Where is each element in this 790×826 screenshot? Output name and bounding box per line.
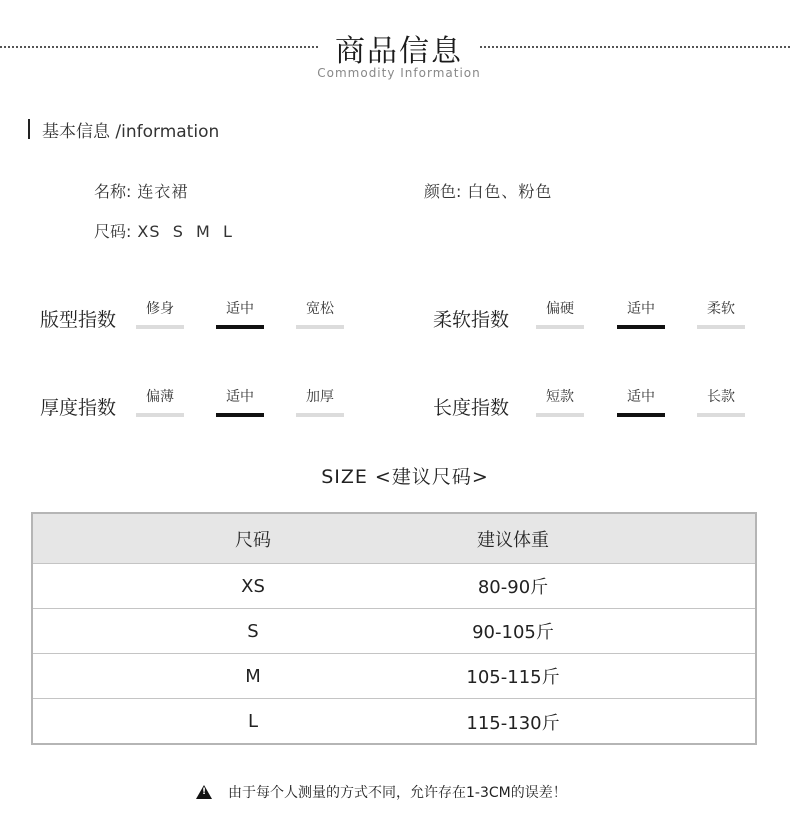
size-table-header xyxy=(33,514,755,564)
size-cell: S xyxy=(247,620,259,642)
length-option-long-bar xyxy=(697,413,745,417)
softness-index-label: 柔软指数 xyxy=(433,309,510,331)
measurement-note-text: 由于每个人测量的方式不同，允许存在1-3CM的误差！ xyxy=(228,785,567,801)
size-cell: L xyxy=(247,711,259,732)
size-cell: XS xyxy=(241,575,265,597)
thickness-option-thin-text: 偏薄 xyxy=(146,389,174,405)
header-weight: 建议体重 xyxy=(477,529,549,551)
fit-index xyxy=(40,299,360,339)
info-color-label: 颜色: xyxy=(424,182,462,201)
softness-option-hard-text: 偏硬 xyxy=(546,301,574,317)
weight-cell: 105-115斤 xyxy=(466,667,560,688)
page-title: 商品信息 xyxy=(335,34,463,69)
fit-option-regular-text: 适中 xyxy=(226,301,254,317)
thickness-index xyxy=(40,387,360,427)
measurement-note xyxy=(196,782,567,802)
length-option-regular xyxy=(617,387,665,417)
fit-option-regular-bar xyxy=(216,325,264,329)
info-name xyxy=(94,179,188,202)
thickness-option-thick xyxy=(296,387,344,417)
length-option-long xyxy=(697,387,745,417)
table-row xyxy=(33,699,755,744)
basic-info-heading-text: 基本信息 /information xyxy=(42,121,220,142)
table-row xyxy=(33,564,755,609)
softness-option-hard-bar xyxy=(536,325,584,329)
thickness-option-regular xyxy=(216,387,264,417)
thickness-option-thick-text: 加厚 xyxy=(306,389,334,405)
fit-option-slim xyxy=(136,299,184,329)
thickness-index-label: 厚度指数 xyxy=(40,397,117,419)
fit-option-regular xyxy=(216,299,264,329)
fit-option-loose-bar xyxy=(296,325,344,329)
fit-option-loose xyxy=(296,299,344,329)
length-option-long-text: 长款 xyxy=(707,389,735,405)
thickness-option-regular-text: 适中 xyxy=(226,389,254,405)
size-table-title: SIZE <建议尺码> xyxy=(321,466,489,488)
info-name-value: 连衣裙 xyxy=(137,182,189,201)
length-option-short-bar xyxy=(536,413,584,417)
thickness-option-thin xyxy=(136,387,184,417)
basic-info-heading xyxy=(28,118,219,140)
size-cell: M xyxy=(245,665,261,687)
page-subtitle: Commodity Information xyxy=(317,66,481,80)
length-index xyxy=(433,387,753,427)
info-color xyxy=(424,179,552,202)
fit-option-slim-bar xyxy=(136,325,184,329)
length-option-short xyxy=(536,387,584,417)
thickness-option-thick-bar xyxy=(296,413,344,417)
softness-option-soft-text: 柔软 xyxy=(707,301,735,317)
softness-option-soft xyxy=(697,299,745,329)
thickness-option-thin-bar xyxy=(136,413,184,417)
length-option-regular-text: 适中 xyxy=(627,389,655,405)
header-size: 尺码 xyxy=(235,529,271,551)
info-color-value: 白色、粉色 xyxy=(467,182,553,201)
size-table xyxy=(31,512,757,745)
thickness-option-regular-bar xyxy=(216,413,264,417)
info-size-value: XS S M L xyxy=(137,222,233,241)
softness-option-soft-bar xyxy=(697,325,745,329)
fit-index-label: 版型指数 xyxy=(40,309,117,331)
length-option-regular-bar xyxy=(617,413,665,417)
softness-option-regular-text: 适中 xyxy=(627,301,655,317)
heading-accent-bar xyxy=(28,119,30,139)
fit-option-loose-text: 宽松 xyxy=(306,301,334,317)
weight-cell: 80-90斤 xyxy=(477,577,549,598)
weight-cell: 115-130斤 xyxy=(466,712,560,734)
weight-cell: 90-105斤 xyxy=(472,622,554,643)
length-index-label: 长度指数 xyxy=(433,397,510,419)
softness-option-hard xyxy=(536,299,584,329)
info-name-label: 名称: xyxy=(94,182,132,201)
length-option-short-text: 短款 xyxy=(546,389,574,405)
softness-index xyxy=(433,299,753,339)
info-size xyxy=(94,219,233,242)
table-row xyxy=(33,654,755,699)
softness-option-regular xyxy=(617,299,665,329)
fit-option-slim-text: 修身 xyxy=(146,301,174,317)
warning-triangle-icon xyxy=(196,785,212,799)
table-row xyxy=(33,609,755,654)
info-size-label: 尺码: xyxy=(94,222,132,241)
softness-option-regular-bar xyxy=(617,325,665,329)
